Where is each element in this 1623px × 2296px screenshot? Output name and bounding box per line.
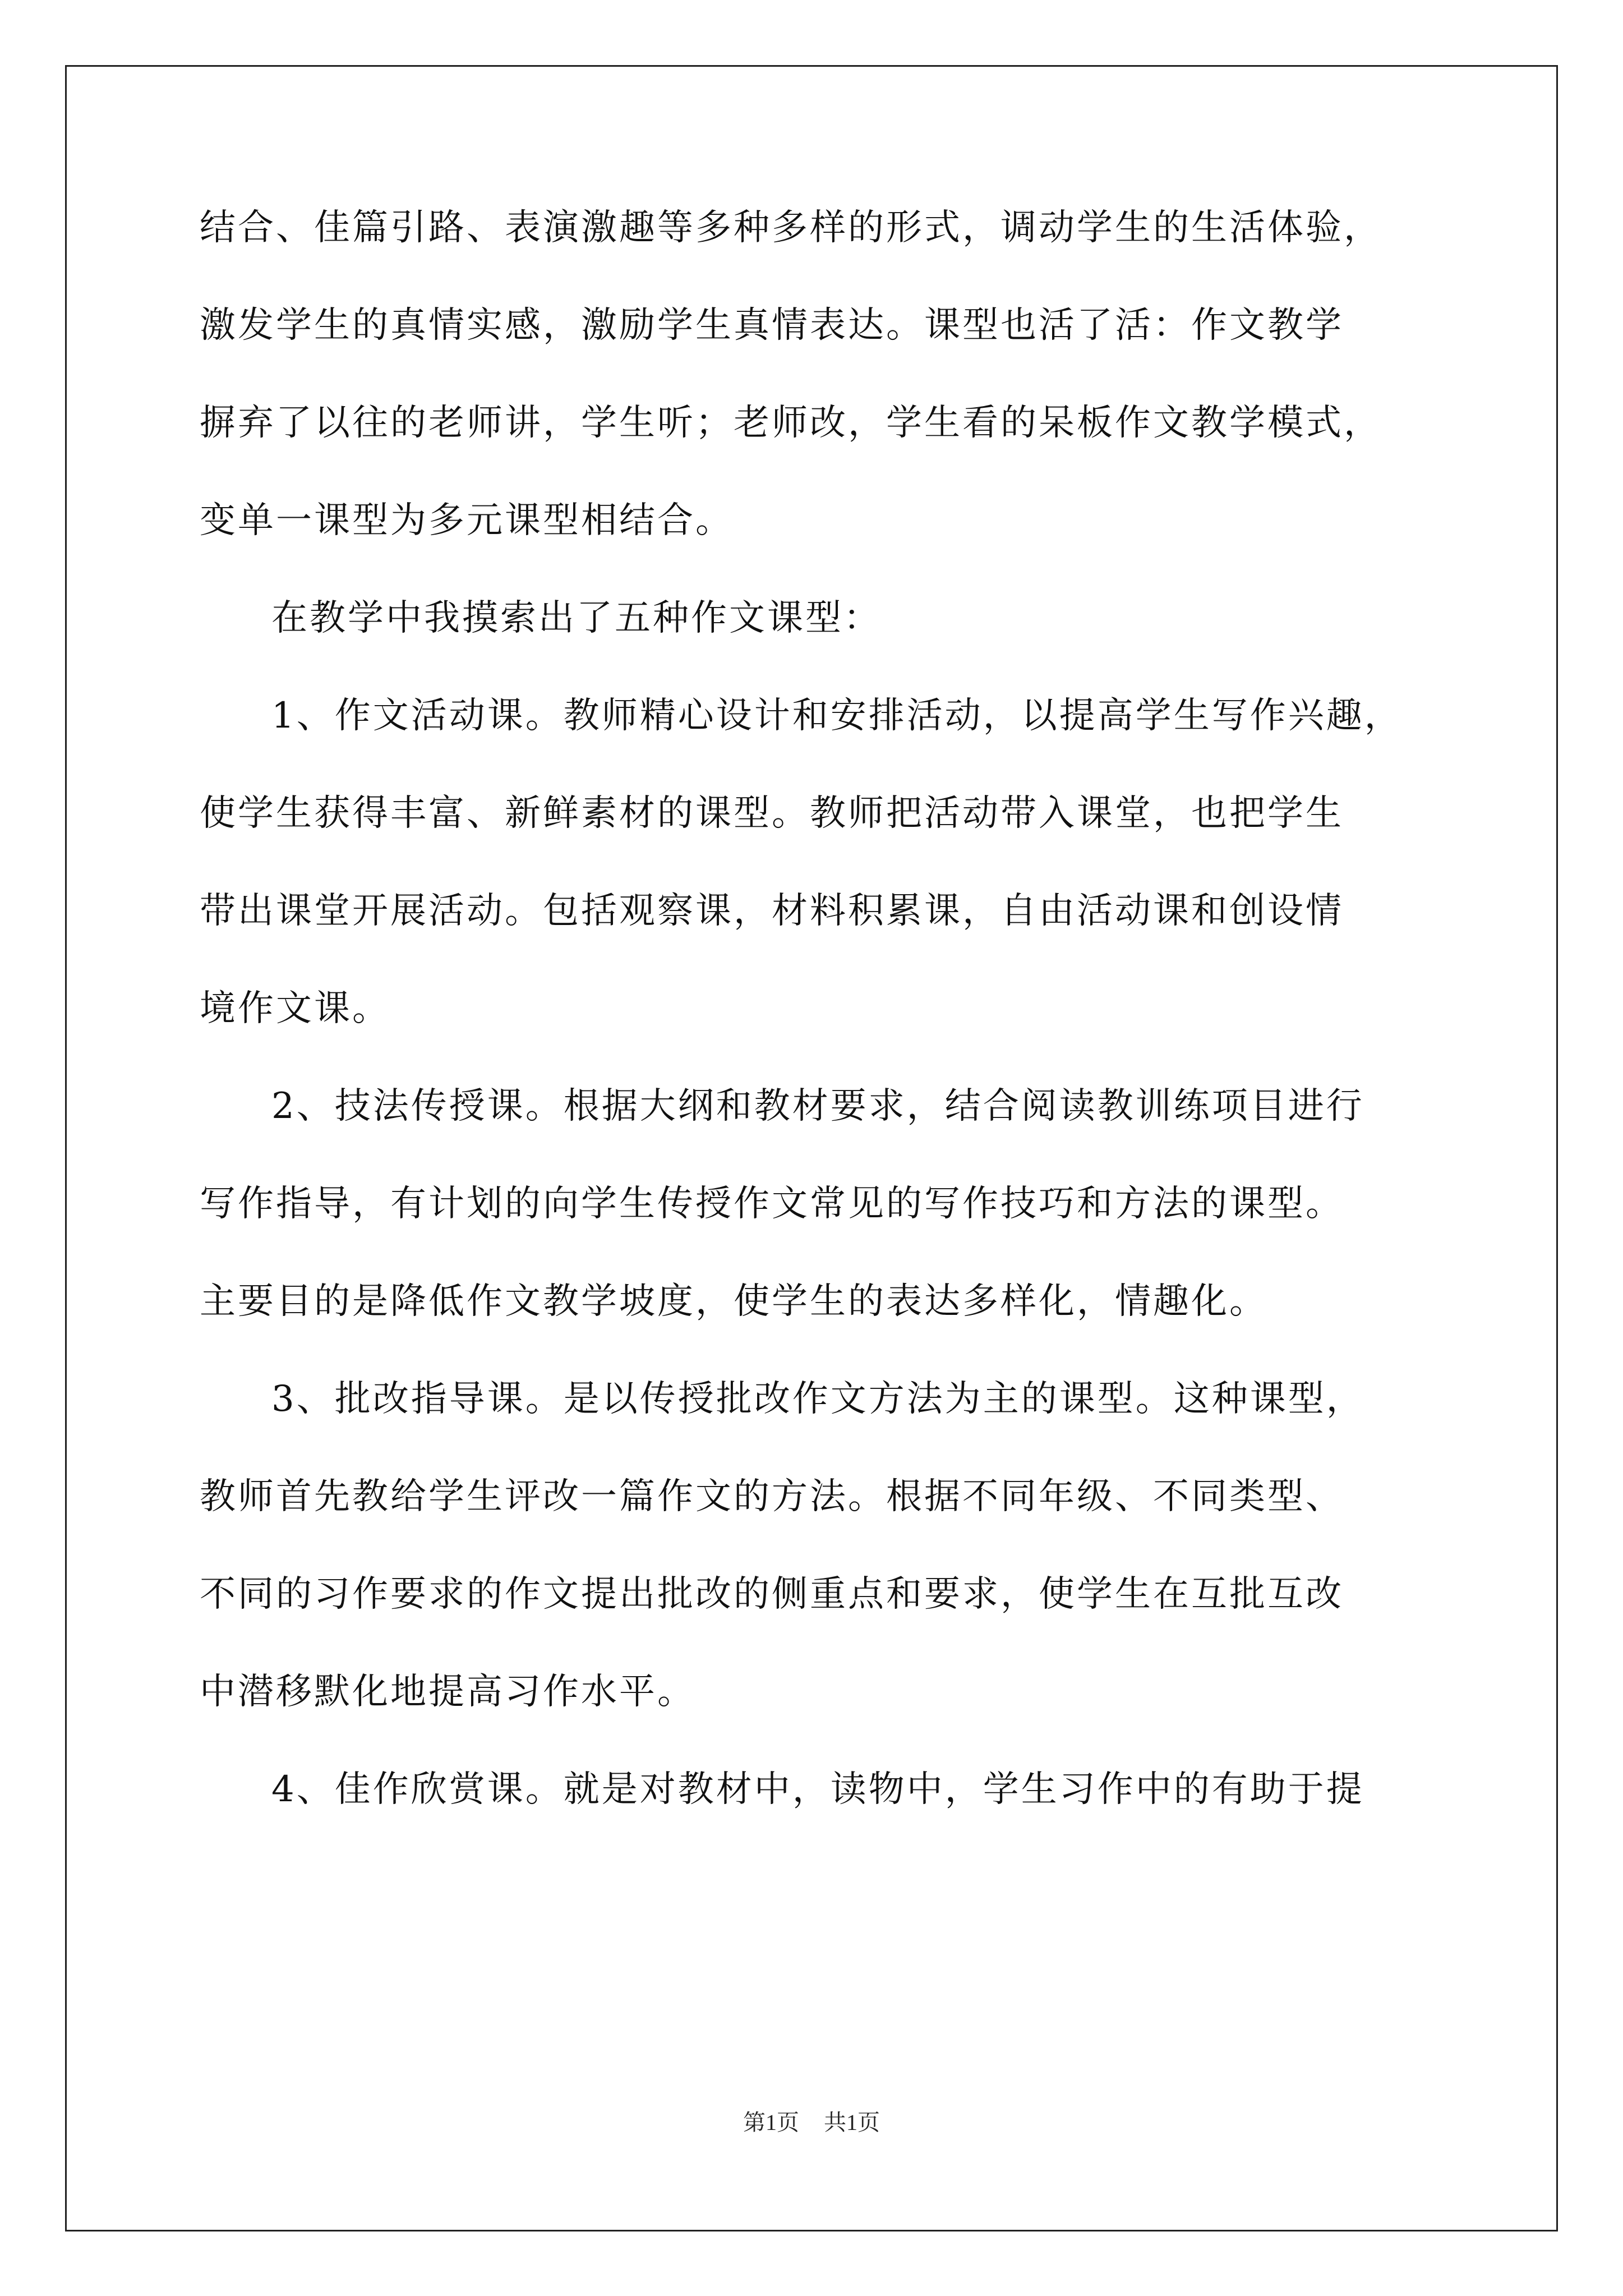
text-line: 带出课堂开展活动。包括观察课，材料积累课，自由活动课和创设情: [200, 890, 1344, 932]
text-line: 中潜移默化地提高习作水平。: [200, 1671, 695, 1713]
text-line: 在教学中我摸索出了五种作文课型：: [271, 597, 882, 639]
text-line: 结合、佳篇引路、表演激趣等多种多样的形式，调动学生的生活体验，: [200, 207, 1382, 249]
text-line: 教师首先教给学生评改一篇作文的方法。根据不同年级、不同类型、: [200, 1476, 1344, 1517]
text-line: 不同的习作要求的作文提出批改的侧重点和要求，使学生在互批互改: [200, 1573, 1344, 1615]
page-number: 第1页: [743, 2110, 799, 2135]
text-line: 2、技法传授课。根据大纲和教材要求，结合阅读教训练项目进行: [271, 1085, 1364, 1127]
text-line: 境作文课。: [200, 988, 390, 1029]
text-line: 使学生获得丰富、新鲜素材的课型。教师把活动带入课堂，也把学生: [200, 793, 1344, 834]
text-line: 激发学生的真情实感，激励学生真情表达。课型也活了活：作文教学: [200, 305, 1344, 346]
text-line: 主要目的是降低作文教学坡度，使学生的表达多样化，情趣化。: [200, 1281, 1267, 1322]
text-line: 写作指导，有计划的向学生传授作文常见的写作技巧和方法的课型。: [200, 1183, 1344, 1225]
text-line: 3、批改指导课。是以传授批改作文方法为主的课型。这种课型，: [271, 1378, 1364, 1420]
text-line: 4、佳作欣赏课。就是对教材中，读物中，学生习作中的有助于提: [271, 1769, 1364, 1810]
page-footer: [0, 2109, 1623, 2136]
page-border: [65, 65, 1558, 2231]
text-line: 摒弃了以往的老师讲，学生听；老师改，学生看的呆板作文教学模式，: [200, 402, 1382, 444]
text-line: 变单一课型为多元课型相结合。: [200, 500, 734, 541]
page-total: 共1页: [824, 2110, 880, 2135]
text-line: 1、作文活动课。教师精心设计和安排活动，以提高学生写作兴趣，: [271, 695, 1403, 737]
